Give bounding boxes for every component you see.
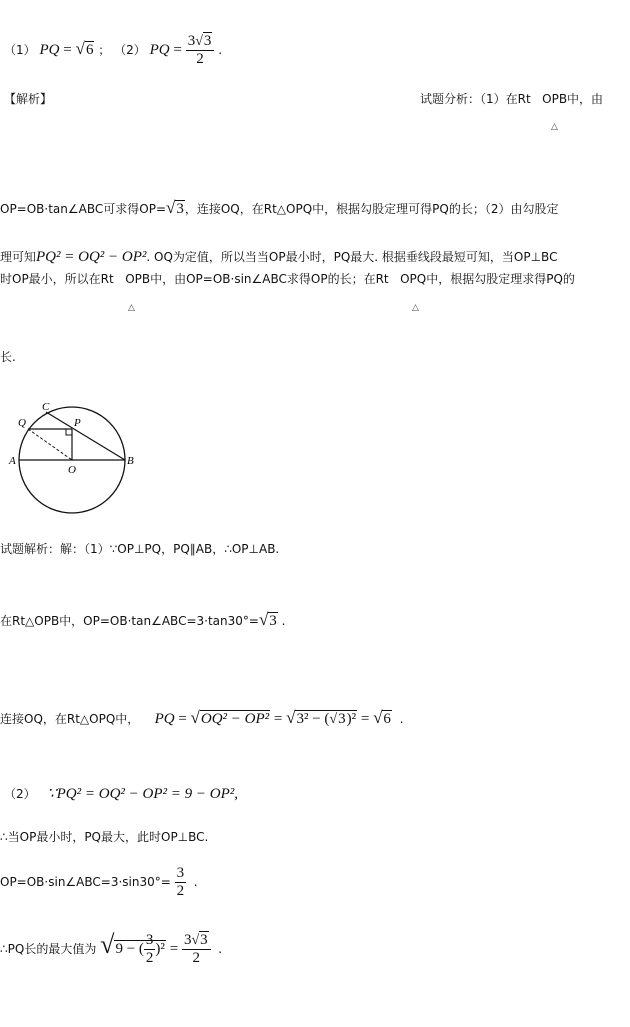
solution-step-6: OP=OB·sin∠ABC=3·sin30°= $\frac{3}{2}$ . [0, 865, 198, 899]
triangle-mark-3: △ [412, 303, 419, 313]
analysis-line-3: 时OP最小，所以在Rt OPB中，由OP=OB·sin∠ABC求得OP的长；在Rt OPQ中，根据勾股定理求得PQ的 [0, 272, 575, 286]
answer-part2-eq: = [173, 42, 182, 58]
solution-step-4: （2） ∵PQ² = OQ² − OP² = 9 − OP², [4, 786, 239, 802]
right-angle-mark [66, 429, 72, 435]
analysis-line-4: 长. [0, 350, 16, 364]
answer-part1-lhs: PQ [39, 42, 60, 58]
label-q: Q [18, 417, 26, 429]
circle-figure [4, 396, 144, 516]
solution-step-2: 在Rt△OPB中，OP=OB·tan∠ABC=3·tan30°=√3 . [0, 610, 286, 629]
triangle-mark-1: △ [551, 122, 558, 132]
analysis-line-1: OP=OB·tan∠ABC可求得OP=√3，连接OQ，在Rt△OPQ中，根据勾股定理可得PQ的长；（2）由勾股定 [0, 198, 559, 217]
answer-part1-sqrt: √6 [75, 39, 94, 58]
label-b: B [127, 455, 134, 467]
answer-sep: ； [98, 43, 111, 57]
analysis-heading: 【解析】 [4, 92, 53, 106]
answer-part1-eq: = [63, 42, 72, 58]
analysis-intro: 试题分析：（1）在Rt OPB中，由 [420, 92, 604, 106]
label-o: O [68, 464, 76, 476]
solution-step-3: 连接OQ，在Rt△OPQ中， PQ = √OQ² − OP² = √3² − (√3)² = √6 . [0, 708, 404, 727]
answer-end: . [218, 43, 223, 57]
solution-step-1: 试题解析：解：（1）∵OP⊥PQ，PQ∥AB，∴OP⊥AB. [0, 542, 280, 556]
answer-line [4, 34, 222, 67]
label-c: C [42, 401, 50, 413]
analysis-line-2: 理可知PQ² = OQ² − OP². OQ为定值，所以当当OP最小时，PQ最大. 根据垂线段最短可知，当OP⊥BC [0, 249, 558, 265]
dashed-oq [28, 429, 72, 460]
answer-part2-lhs: PQ [149, 42, 170, 58]
triangle-mark-2: △ [128, 303, 135, 313]
solution-step-7: ∴PQ长的最大值为 √9 − ( $\frac{3}{2}$ )² = $\frac{3√3}{2}$ . [0, 930, 223, 967]
label-a: A [9, 455, 16, 467]
chord-cb [46, 412, 125, 460]
answer-part1-label: （1） [4, 43, 36, 57]
label-p: P [74, 417, 81, 429]
answer-part2-label: （2） [114, 43, 146, 57]
answer-part2-fraction: $\frac{3√3}{2}$ [186, 34, 215, 67]
solution-step-5: ∴当OP最小时，PQ最大，此时OP⊥BC. [0, 830, 209, 844]
